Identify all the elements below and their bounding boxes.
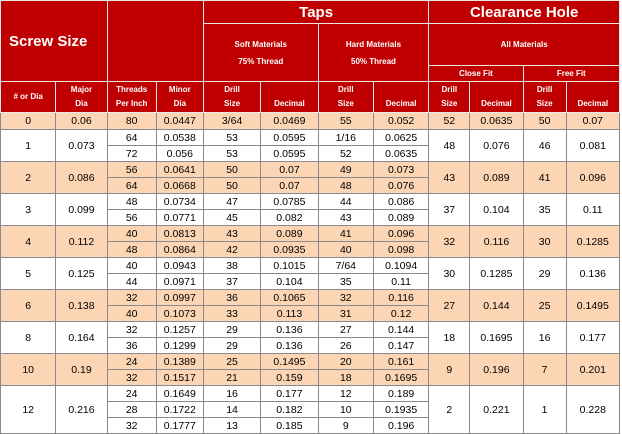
threads-per-inch-col-label-top: Threads <box>116 85 148 94</box>
minor-dia-col-heading <box>156 82 203 113</box>
close-fit-heading: Close Fit <box>429 66 523 82</box>
screw-number-cell: 4 <box>1 226 56 258</box>
hard-decimal-cell: 0.076 <box>373 178 428 194</box>
major-dia-cell: 0.086 <box>56 162 107 194</box>
hard-decimal-cell: 0.096 <box>373 226 428 242</box>
taps-heading: Taps <box>203 1 428 24</box>
threads-per-inch-cell: 40 <box>107 226 156 242</box>
hard-drill-size-col-heading <box>318 82 373 113</box>
free-decimal-col-label-bottom: Decimal <box>577 99 609 108</box>
hard-drill-size-cell: 31 <box>318 306 373 322</box>
hard-decimal-cell: 0.0625 <box>373 130 428 146</box>
soft-decimal-cell: 0.0595 <box>261 130 318 146</box>
threads-per-inch-cell: 40 <box>107 306 156 322</box>
close-drill-size-col-label-top: Drill <box>441 85 458 94</box>
hard-drill-size-cell: 20 <box>318 354 373 370</box>
major-dia-cell: 0.125 <box>56 258 107 290</box>
clearance-hole-heading: Clearance Hole <box>429 1 620 24</box>
free-decimal-cell: 0.228 <box>566 386 619 434</box>
threads-per-inch-cell: 80 <box>107 113 156 130</box>
soft-decimal-cell: 0.182 <box>261 402 318 418</box>
free-decimal-cell: 0.201 <box>566 354 619 386</box>
threads-per-inch-cell: 40 <box>107 258 156 274</box>
minor-dia-cell: 0.1722 <box>156 402 203 418</box>
threads-per-inch-cell: 32 <box>107 322 156 338</box>
hard-drill-size-cell: 26 <box>318 338 373 354</box>
close-decimal-cell: 0.0635 <box>470 113 523 130</box>
hard-drill-size-cell: 52 <box>318 146 373 162</box>
minor-dia-cell: 0.0734 <box>156 194 203 210</box>
screw-number-cell: 0 <box>1 113 56 130</box>
free-drill-size-col-label-bottom: Size <box>536 99 553 108</box>
free-decimal-cell: 0.081 <box>566 130 619 162</box>
screw-number-col-label-top: # or Dia <box>13 92 43 101</box>
hard-decimal-cell: 0.052 <box>373 113 428 130</box>
column-heading-row <box>1 82 620 113</box>
table-row <box>1 258 620 274</box>
threads-per-inch-cell: 48 <box>107 194 156 210</box>
free-drill-size-cell: 1 <box>523 386 566 434</box>
hard-decimal-cell: 0.0635 <box>373 146 428 162</box>
soft-drill-size-cell: 29 <box>203 322 260 338</box>
minor-dia-cell: 0.1073 <box>156 306 203 322</box>
chart-body <box>1 113 620 434</box>
threads-per-inch-cell: 24 <box>107 386 156 402</box>
free-drill-size-cell: 25 <box>523 290 566 322</box>
free-decimal-cell: 0.1285 <box>566 226 619 258</box>
threads-per-inch-cell: 48 <box>107 242 156 258</box>
close-decimal-cell: 0.1285 <box>470 258 523 290</box>
free-decimal-cell: 0.1495 <box>566 290 619 322</box>
minor-dia-col-label-top: Minor <box>168 85 191 94</box>
free-decimal-cell: 0.136 <box>566 258 619 290</box>
minor-dia-col-label-bottom: Dia <box>173 99 187 108</box>
soft-decimal-cell: 0.0935 <box>261 242 318 258</box>
minor-dia-cell: 0.056 <box>156 146 203 162</box>
hard-drill-size-cell: 27 <box>318 322 373 338</box>
soft-drill-size-cell: 21 <box>203 370 260 386</box>
minor-dia-cell: 0.1257 <box>156 322 203 338</box>
hard-decimal-cell: 0.116 <box>373 290 428 306</box>
table-row <box>1 322 620 338</box>
soft-drill-size-cell: 38 <box>203 258 260 274</box>
hard-decimal-cell: 0.189 <box>373 386 428 402</box>
close-drill-size-cell: 2 <box>429 386 470 434</box>
screw-number-cell: 12 <box>1 386 56 434</box>
soft-decimal-cell: 0.1015 <box>261 258 318 274</box>
soft-materials-label: Soft Materials <box>234 39 287 49</box>
free-drill-size-cell: 7 <box>523 354 566 386</box>
screw-number-cell: 3 <box>1 194 56 226</box>
hard-drill-size-cell: 9 <box>318 418 373 434</box>
close-drill-size-col-label-bottom: Size <box>441 99 458 108</box>
screw-number-cell: 6 <box>1 290 56 322</box>
hard-drill-size-cell: 18 <box>318 370 373 386</box>
hard-drill-size-cell: 40 <box>318 242 373 258</box>
hard-decimal-cell: 0.147 <box>373 338 428 354</box>
screw-number-cell: 2 <box>1 162 56 194</box>
major-dia-cell: 0.216 <box>56 386 107 434</box>
soft-drill-size-cell: 42 <box>203 242 260 258</box>
major-dia-col-label-top: Major <box>70 85 93 94</box>
major-dia-col-label-bottom: Dia <box>75 99 88 108</box>
hard-drill-size-cell: 1/16 <box>318 130 373 146</box>
free-drill-size-cell: 41 <box>523 162 566 194</box>
soft-decimal-col-label-bottom: Decimal <box>274 99 305 108</box>
major-dia-cell: 0.138 <box>56 290 107 322</box>
hard-materials-label: Hard Materials <box>345 39 402 49</box>
hard-drill-size-cell: 32 <box>318 290 373 306</box>
table-row <box>1 386 620 402</box>
hard-drill-size-cell: 10 <box>318 402 373 418</box>
minor-dia-cell: 0.0971 <box>156 274 203 290</box>
hard-drill-size-col-label-top: Drill <box>338 85 354 94</box>
threads-per-inch-cell: 44 <box>107 274 156 290</box>
chart-header <box>1 1 620 113</box>
threads-per-inch-col-label-bottom: Per Inch <box>115 99 148 108</box>
table-row <box>1 290 620 306</box>
minor-dia-cell: 0.1299 <box>156 338 203 354</box>
free-drill-size-col-label-top: Drill <box>536 85 553 94</box>
major-dia-cell: 0.164 <box>56 322 107 354</box>
hard-drill-size-cell: 12 <box>318 386 373 402</box>
free-decimal-cell: 0.096 <box>566 162 619 194</box>
soft-decimal-cell: 0.0785 <box>261 194 318 210</box>
soft-drill-size-cell: 53 <box>203 130 260 146</box>
close-drill-size-cell: 37 <box>429 194 470 226</box>
free-drill-size-cell: 16 <box>523 322 566 354</box>
soft-decimal-col-heading <box>261 82 318 113</box>
soft-decimal-cell: 0.113 <box>261 306 318 322</box>
close-decimal-cell: 0.116 <box>470 226 523 258</box>
screw-number-cell: 5 <box>1 258 56 290</box>
soft-drill-size-cell: 33 <box>203 306 260 322</box>
soft-drill-size-cell: 50 <box>203 178 260 194</box>
hard-decimal-cell: 0.11 <box>373 274 428 290</box>
hard-decimal-cell: 0.073 <box>373 162 428 178</box>
close-decimal-cell: 0.196 <box>470 354 523 386</box>
soft-decimal-cell: 0.185 <box>261 418 318 434</box>
blank-heading <box>107 1 203 82</box>
screw-number-cell: 1 <box>1 130 56 162</box>
minor-dia-cell: 0.0864 <box>156 242 203 258</box>
threads-per-inch-cell: 28 <box>107 402 156 418</box>
soft-drill-size-cell: 29 <box>203 338 260 354</box>
major-dia-cell: 0.099 <box>56 194 107 226</box>
hard-decimal-cell: 0.098 <box>373 242 428 258</box>
free-decimal-cell: 0.07 <box>566 113 619 130</box>
threads-per-inch-cell: 64 <box>107 130 156 146</box>
close-drill-size-cell: 27 <box>429 290 470 322</box>
close-decimal-col-heading <box>470 82 523 113</box>
soft-decimal-cell: 0.082 <box>261 210 318 226</box>
table-row <box>1 113 620 130</box>
soft-decimal-cell: 0.177 <box>261 386 318 402</box>
soft-decimal-cell: 0.104 <box>261 274 318 290</box>
hard-decimal-cell: 0.144 <box>373 322 428 338</box>
close-decimal-col-label-bottom: Decimal <box>481 99 512 108</box>
hard-drill-size-cell: 55 <box>318 113 373 130</box>
soft-drill-size-col-heading <box>203 82 260 113</box>
major-dia-cell: 0.112 <box>56 226 107 258</box>
hard-materials-heading <box>318 24 429 82</box>
free-decimal-cell: 0.11 <box>566 194 619 226</box>
hard-drill-size-cell: 41 <box>318 226 373 242</box>
free-drill-size-cell: 46 <box>523 130 566 162</box>
close-drill-size-cell: 30 <box>429 258 470 290</box>
close-decimal-cell: 0.089 <box>470 162 523 194</box>
major-dia-cell: 0.06 <box>56 113 107 130</box>
soft-drill-size-cell: 43 <box>203 226 260 242</box>
threads-per-inch-cell: 56 <box>107 162 156 178</box>
table-row <box>1 162 620 178</box>
soft-thread-label: 75% Thread <box>238 56 284 66</box>
threads-per-inch-col-heading <box>107 82 156 113</box>
free-drill-size-cell: 29 <box>523 258 566 290</box>
close-drill-size-cell: 43 <box>429 162 470 194</box>
threads-per-inch-cell: 72 <box>107 146 156 162</box>
major-dia-col-heading <box>56 82 107 113</box>
close-decimal-cell: 0.104 <box>470 194 523 226</box>
soft-drill-size-cell: 36 <box>203 290 260 306</box>
close-drill-size-cell: 18 <box>429 322 470 354</box>
minor-dia-cell: 0.0447 <box>156 113 203 130</box>
soft-decimal-cell: 0.1065 <box>261 290 318 306</box>
free-drill-size-cell: 35 <box>523 194 566 226</box>
soft-drill-size-cell: 45 <box>203 210 260 226</box>
close-drill-size-cell: 9 <box>429 354 470 386</box>
hard-drill-size-cell: 48 <box>318 178 373 194</box>
soft-materials-heading <box>203 24 318 82</box>
hard-decimal-cell: 0.1935 <box>373 402 428 418</box>
soft-decimal-cell: 0.159 <box>261 370 318 386</box>
hard-drill-size-cell: 7/64 <box>318 258 373 274</box>
hard-decimal-cell: 0.1695 <box>373 370 428 386</box>
minor-dia-cell: 0.0813 <box>156 226 203 242</box>
close-drill-size-cell: 32 <box>429 226 470 258</box>
threads-per-inch-cell: 32 <box>107 370 156 386</box>
major-dia-cell: 0.19 <box>56 354 107 386</box>
free-fit-heading: Free Fit <box>523 66 619 82</box>
soft-decimal-cell: 0.136 <box>261 338 318 354</box>
minor-dia-cell: 0.1649 <box>156 386 203 402</box>
soft-drill-size-cell: 50 <box>203 162 260 178</box>
close-decimal-cell: 0.1695 <box>470 322 523 354</box>
hard-drill-size-cell: 49 <box>318 162 373 178</box>
soft-decimal-cell: 0.07 <box>261 162 318 178</box>
hard-thread-label: 50% Thread <box>351 56 396 66</box>
screw-number-cell: 10 <box>1 354 56 386</box>
hard-drill-size-cell: 44 <box>318 194 373 210</box>
soft-drill-size-col-label-top: Drill <box>224 85 240 94</box>
minor-dia-cell: 0.0943 <box>156 258 203 274</box>
soft-drill-size-cell: 16 <box>203 386 260 402</box>
minor-dia-cell: 0.1777 <box>156 418 203 434</box>
close-decimal-cell: 0.076 <box>470 130 523 162</box>
all-materials-heading: All Materials <box>429 24 620 66</box>
threads-per-inch-cell: 32 <box>107 418 156 434</box>
soft-decimal-cell: 0.136 <box>261 322 318 338</box>
free-drill-size-col-heading <box>523 82 566 113</box>
threads-per-inch-cell: 56 <box>107 210 156 226</box>
free-drill-size-cell: 50 <box>523 113 566 130</box>
minor-dia-cell: 0.0668 <box>156 178 203 194</box>
minor-dia-cell: 0.0771 <box>156 210 203 226</box>
threads-per-inch-cell: 36 <box>107 338 156 354</box>
soft-drill-size-cell: 14 <box>203 402 260 418</box>
soft-decimal-cell: 0.0469 <box>261 113 318 130</box>
threads-per-inch-cell: 24 <box>107 354 156 370</box>
soft-drill-size-cell: 37 <box>203 274 260 290</box>
soft-decimal-cell: 0.0595 <box>261 146 318 162</box>
soft-decimal-cell: 0.089 <box>261 226 318 242</box>
hard-decimal-cell: 0.161 <box>373 354 428 370</box>
minor-dia-cell: 0.0538 <box>156 130 203 146</box>
soft-drill-size-cell: 53 <box>203 146 260 162</box>
hard-decimal-cell: 0.089 <box>373 210 428 226</box>
hard-drill-size-cell: 35 <box>318 274 373 290</box>
minor-dia-cell: 0.1517 <box>156 370 203 386</box>
minor-dia-cell: 0.0641 <box>156 162 203 178</box>
soft-drill-size-cell: 25 <box>203 354 260 370</box>
free-drill-size-cell: 30 <box>523 226 566 258</box>
soft-drill-size-cell: 3/64 <box>203 113 260 130</box>
close-drill-size-cell: 48 <box>429 130 470 162</box>
free-decimal-cell: 0.177 <box>566 322 619 354</box>
minor-dia-cell: 0.0997 <box>156 290 203 306</box>
hard-decimal-col-heading <box>373 82 428 113</box>
soft-drill-size-col-label-bottom: Size <box>224 99 241 108</box>
close-decimal-cell: 0.144 <box>470 290 523 322</box>
free-decimal-col-heading <box>566 82 619 113</box>
hard-decimal-cell: 0.12 <box>373 306 428 322</box>
hard-decimal-cell: 0.196 <box>373 418 428 434</box>
threads-per-inch-cell: 64 <box>107 178 156 194</box>
close-drill-size-col-heading <box>429 82 470 113</box>
minor-dia-cell: 0.1389 <box>156 354 203 370</box>
hard-decimal-cell: 0.1094 <box>373 258 428 274</box>
screw-size-heading: Screw Size <box>1 1 108 82</box>
soft-decimal-cell: 0.07 <box>261 178 318 194</box>
soft-decimal-cell: 0.1495 <box>261 354 318 370</box>
hard-decimal-col-label-bottom: Decimal <box>385 99 417 108</box>
major-dia-cell: 0.073 <box>56 130 107 162</box>
hard-drill-size-col-label-bottom: Size <box>337 99 354 108</box>
threads-per-inch-cell: 32 <box>107 290 156 306</box>
table-row <box>1 194 620 210</box>
screw-number-cell: 8 <box>1 322 56 354</box>
soft-drill-size-cell: 47 <box>203 194 260 210</box>
table-row <box>1 354 620 370</box>
close-decimal-cell: 0.221 <box>470 386 523 434</box>
screw-number-col-heading <box>1 82 56 113</box>
table-row <box>1 226 620 242</box>
hard-drill-size-cell: 43 <box>318 210 373 226</box>
hard-decimal-cell: 0.086 <box>373 194 428 210</box>
soft-drill-size-cell: 13 <box>203 418 260 434</box>
close-drill-size-cell: 52 <box>429 113 470 130</box>
table-row <box>1 130 620 146</box>
